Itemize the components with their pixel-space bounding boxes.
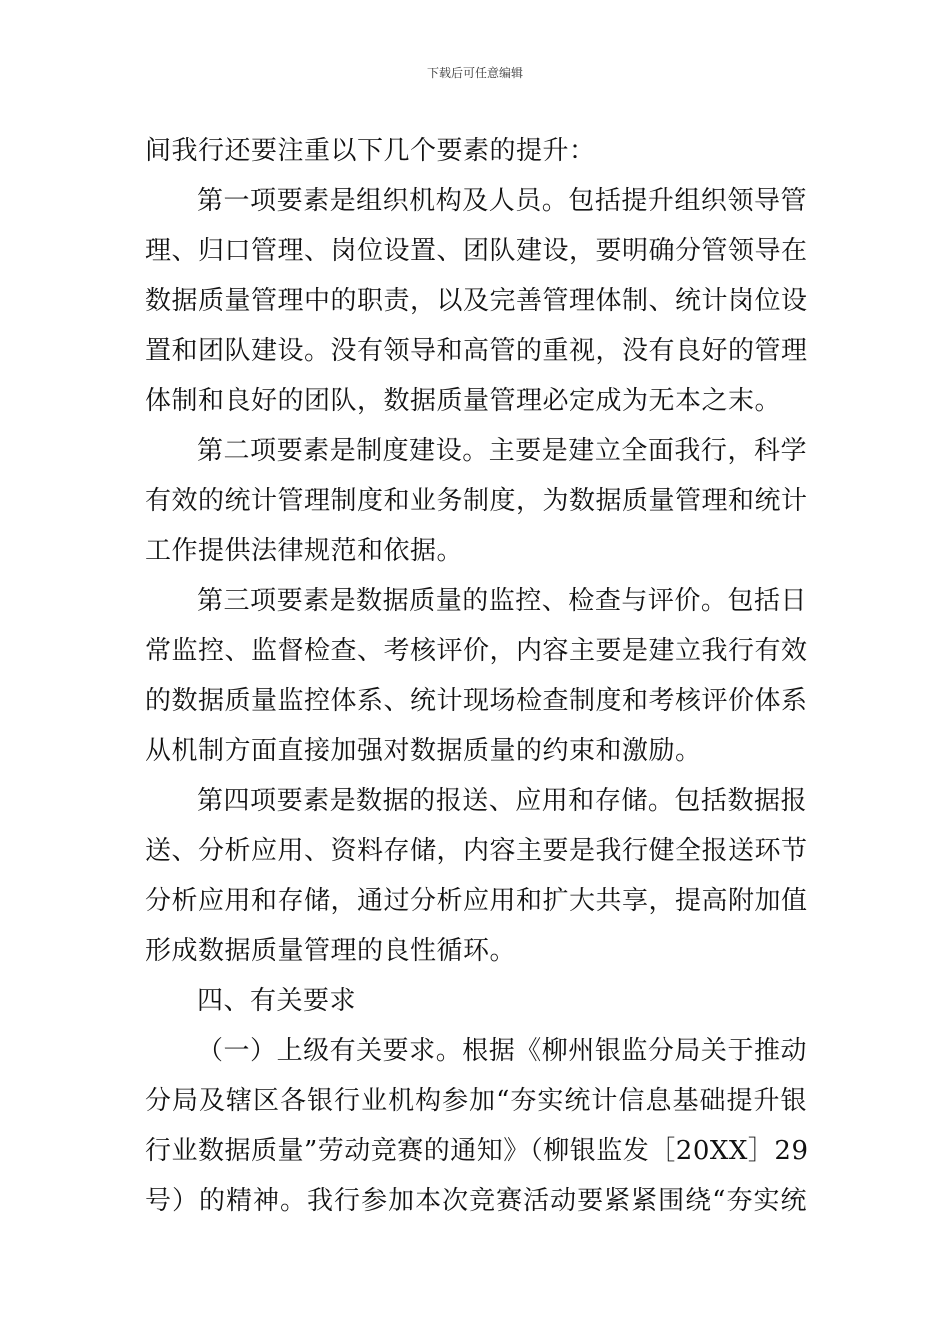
- text-line: 工作提供法律规范和依据。: [145, 536, 464, 566]
- section-heading: 四、有关要求: [197, 986, 357, 1016]
- text-line: 形成数据质量管理的良性循环。: [145, 936, 517, 966]
- paragraph-first-line: 第一项要素是组织机构及人员。包括提升组织领导管: [197, 186, 807, 216]
- text-line: 的数据质量监控体系、统计现场检查制度和考核评价体系: [145, 686, 808, 716]
- text-line: 数据质量管理中的职责，以及完善管理体制、统计岗位设: [145, 286, 808, 316]
- text-line: 有效的统计管理制度和业务制度，为数据质量管理和统计: [145, 486, 808, 516]
- text-line: 置和团队建设。没有领导和高管的重视，没有良好的管理: [145, 336, 808, 366]
- text-line: 理、归口管理、岗位设置、团队建设，要明确分管领导在: [145, 236, 808, 266]
- text-line: 间我行还要注重以下几个要素的提升：: [145, 136, 596, 166]
- text-line: 分析应用和存储，通过分析应用和扩大共享，提高附加值: [145, 886, 808, 916]
- document-body: [145, 126, 807, 1226]
- paragraph-first-line: 第三项要素是数据质量的监控、检查与评价。包括日: [197, 586, 807, 616]
- text-line: 从机制方面直接加强对数据质量的约束和激励。: [145, 736, 702, 766]
- page-header: 下载后可任意编辑: [426, 66, 523, 80]
- paragraph-first-line: （一）上级有关要求。根据《柳州银监分局关于推动: [197, 1036, 807, 1066]
- text-line: 号）的精神。我行参加本次竞赛活动要紧紧围绕“夯实统: [145, 1186, 807, 1216]
- text-line: 常监控、监督检查、考核评价，内容主要是建立我行有效: [145, 636, 808, 666]
- text-line: 体制和良好的团队，数据质量管理必定成为无本之末。: [145, 386, 782, 416]
- text-line: 分局及辖区各银行业机构参加“夯实统计信息基础提升银: [145, 1086, 807, 1116]
- text-line: 送、分析应用、资料存储，内容主要是我行健全报送环节: [145, 836, 808, 866]
- paragraph-first-line: 第四项要素是数据的报送、应用和存储。包括数据报: [197, 786, 807, 816]
- text-line: 行业数据质量”劳动竞赛的通知》（柳银监发［20XX］29: [145, 1136, 809, 1166]
- paragraph-first-line: 第二项要素是制度建设。主要是建立全面我行，科学: [197, 436, 807, 466]
